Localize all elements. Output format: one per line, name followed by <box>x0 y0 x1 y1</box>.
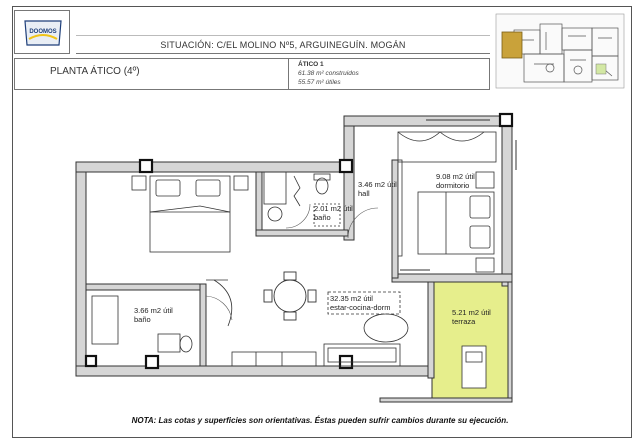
bath2-area: 3.66 m2 útil <box>134 306 173 315</box>
dining-table <box>264 272 316 320</box>
room-label-dormitorio <box>436 172 475 190</box>
bath1-name: baño <box>314 213 331 222</box>
location-title: SITUACIÓN: C/EL MOLINO Nº5, ARGUINEGUÍN. MOGÁN <box>76 36 490 54</box>
dormitorio-name: dormitorio <box>436 181 470 190</box>
terraza-name: terraza <box>452 317 476 326</box>
closet <box>398 132 496 162</box>
floor-label: PLANTA ÁTICO (4º) <box>50 66 140 77</box>
hall-name: hall <box>358 189 370 198</box>
logo-text: DOOMOS <box>29 29 57 35</box>
sofa <box>324 314 408 366</box>
terraza-area: 5.21 m2 útil <box>452 308 491 317</box>
room-label-terraza <box>452 308 491 326</box>
bath1-area: 2.01 m2 útil <box>314 204 353 213</box>
estar-name: estar-cocina-dorm <box>330 303 391 312</box>
bath2-name: baño <box>134 315 151 324</box>
estar-area: 32.35 m2 útil <box>330 294 373 303</box>
useful-area: 55.57 m² útiles <box>298 79 341 86</box>
disclaimer-note: NOTA: Las cotas y superficies son orientativas. Éstas pueden sufrir cambios durante su ejecución. <box>131 416 509 425</box>
double-bed-living <box>132 176 248 252</box>
terrace-furniture <box>462 346 486 388</box>
room-label-estar <box>330 294 390 312</box>
windows <box>400 116 516 274</box>
unit-name: ÁTICO 1 <box>298 61 324 68</box>
room-label-bath-1 <box>314 204 353 222</box>
hall-area: 3.46 m2 útil <box>358 180 397 189</box>
room-label-bath-2 <box>134 306 173 324</box>
built-area: 61.38 m² construidos <box>298 70 359 77</box>
kitchen <box>232 352 316 366</box>
room-label-hall <box>358 180 397 198</box>
dormitorio-area: 9.08 m2 útil <box>436 172 475 181</box>
